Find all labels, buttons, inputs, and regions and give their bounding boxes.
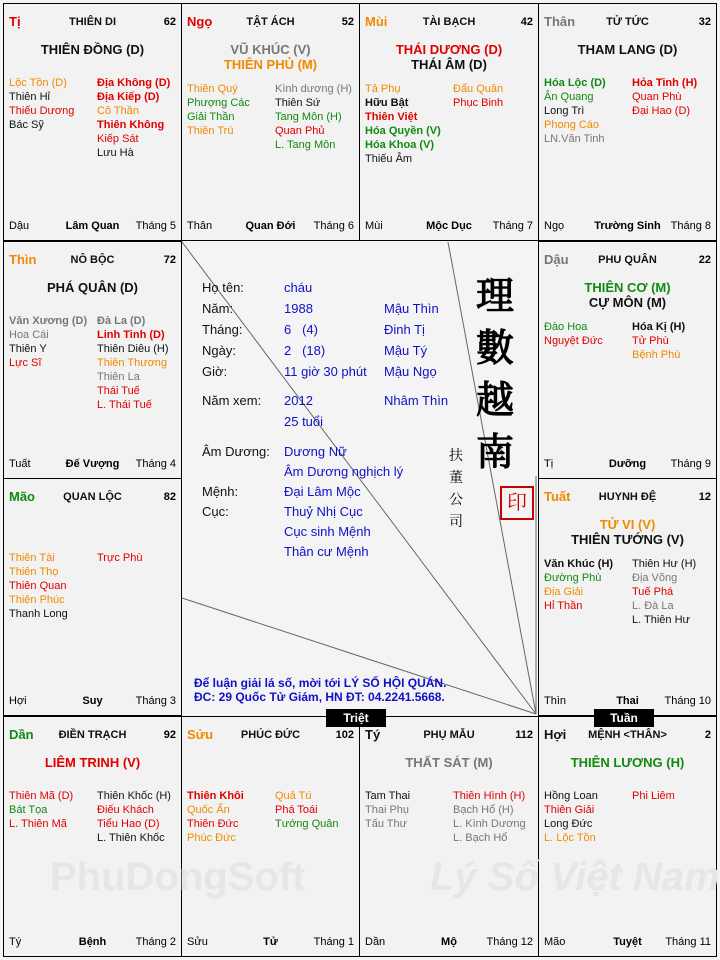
minor-star: Thiên Không bbox=[97, 119, 165, 131]
minor-star: Thiên Hình (H) bbox=[453, 790, 526, 802]
main-star: THAM LANG (D) bbox=[577, 42, 678, 57]
footer-note-line2: ĐC: 29 Quốc Tử Giám, HN ĐT: 04.2241.5668. bbox=[194, 690, 445, 704]
palace-branch: Hợi bbox=[544, 727, 567, 742]
minor-star: Thai Phụ bbox=[365, 804, 410, 816]
year-can: Mậu Thìn bbox=[384, 301, 439, 316]
amduong-label: Âm Dương: bbox=[202, 444, 270, 459]
minor-star: Long Đức bbox=[544, 818, 593, 830]
palace-name: MỆNH <THÂN> bbox=[588, 729, 667, 741]
palace-name: PHÚC ĐỨC bbox=[240, 729, 301, 741]
footer-branch: Hợi bbox=[9, 695, 27, 707]
month-can: Đinh Tị bbox=[384, 322, 425, 337]
minor-star: Thiên Quan bbox=[9, 580, 67, 592]
palace-branch: Tị bbox=[9, 14, 21, 29]
minor-star: Hữu Bật bbox=[365, 97, 409, 109]
small-char: 公 bbox=[449, 492, 463, 508]
main-star: CỰ MÔN (M) bbox=[588, 295, 667, 310]
minor-star: Thiên Quý bbox=[187, 83, 238, 95]
minor-star: Địa Không (D) bbox=[97, 77, 171, 89]
watermark-right: Lý Số Việt Nam bbox=[430, 855, 720, 899]
minor-star: Thiên Đức bbox=[187, 818, 239, 830]
minor-star: Bệnh Phù bbox=[632, 349, 681, 361]
main-star: THIÊN CƠ (M) bbox=[584, 280, 671, 295]
footer-branch: Mùi bbox=[365, 220, 383, 232]
day-value: 2 (18) bbox=[284, 343, 326, 358]
than-note: Thân cư Mệnh bbox=[284, 544, 369, 559]
minor-star: Quan Phù bbox=[632, 91, 682, 103]
minor-star: Bác Sỹ bbox=[9, 119, 44, 131]
palace-name: ĐIỀN TRẠCH bbox=[58, 729, 127, 741]
calligraphy-logo bbox=[470, 270, 520, 478]
red-seal-icon: 印 bbox=[500, 486, 534, 520]
minor-star: Tấu Thư bbox=[365, 818, 408, 830]
palace-cell bbox=[181, 3, 360, 241]
minor-star: Bát Tọa bbox=[9, 804, 48, 816]
tuan-badge: Tuần bbox=[594, 709, 654, 727]
palace-number: 52 bbox=[341, 16, 354, 28]
main-star: THIÊN PHỦ (M) bbox=[223, 57, 318, 72]
palace-number: 22 bbox=[698, 254, 711, 266]
palace-number: 62 bbox=[163, 16, 176, 28]
minor-star: Đào Hoa bbox=[544, 321, 588, 333]
palace-name: THIÊN DI bbox=[68, 16, 117, 28]
minor-star: Trực Phù bbox=[97, 552, 143, 564]
minor-star: L. Thiên Hư bbox=[632, 614, 690, 626]
calligraphy-char: 理 bbox=[475, 273, 514, 318]
hour-can: Mậu Ngọ bbox=[384, 364, 437, 379]
minor-star: Thanh Long bbox=[9, 608, 68, 620]
watermark-left: PhuDongSoft bbox=[50, 855, 306, 899]
minor-star: Đại Hao (D) bbox=[632, 105, 691, 117]
minor-star: Tả Phụ bbox=[365, 83, 401, 95]
day-can: Mậu Tý bbox=[384, 343, 428, 358]
palace-name: PHU QUÂN bbox=[598, 254, 657, 266]
footer-month: Tháng 9 bbox=[670, 458, 711, 470]
minor-star: Thiên Thương bbox=[97, 357, 168, 369]
minor-star: Đẩu Quân bbox=[453, 83, 504, 95]
view-year-can: Nhâm Thìn bbox=[384, 393, 449, 408]
minor-star: Kình dương (H) bbox=[275, 83, 352, 95]
minor-star: Tiểu Hao (D) bbox=[97, 818, 160, 830]
main-star: TỬ VI (V) bbox=[599, 517, 656, 532]
palace-number: 12 bbox=[698, 491, 711, 503]
footer-branch: Tị bbox=[544, 458, 554, 470]
palace-branch: Tý bbox=[365, 727, 381, 742]
minor-star: Ân Quang bbox=[544, 91, 594, 103]
minor-star: L. Thiên Khốc bbox=[97, 832, 165, 844]
minor-star: Giải Thần bbox=[187, 111, 235, 123]
minor-star: Thiên Sứ bbox=[275, 97, 321, 109]
footer-stage: Suy bbox=[82, 695, 103, 707]
minor-star: Quả Tú bbox=[275, 790, 312, 802]
main-star: THIÊN ĐỒNG (D) bbox=[40, 42, 145, 57]
footer-month: Tháng 12 bbox=[486, 936, 533, 948]
palace-branch: Mão bbox=[9, 489, 35, 504]
small-char: 董 bbox=[449, 470, 463, 486]
minor-star: Lộc Tồn (D) bbox=[9, 77, 67, 89]
minor-star: Tử Phù bbox=[632, 335, 669, 347]
month-value: 6 (4) bbox=[284, 322, 318, 337]
palace-branch: Tuất bbox=[544, 489, 571, 504]
footer-month: Tháng 5 bbox=[135, 220, 176, 232]
footer-stage: Dưỡng bbox=[608, 458, 647, 470]
palace-name: TỬ TỨC bbox=[606, 16, 649, 28]
palace-name: TÀI BẠCH bbox=[422, 16, 476, 28]
minor-star: Linh Tinh (D) bbox=[97, 329, 165, 341]
footer-stage: Lâm Quan bbox=[65, 220, 120, 232]
palace-number: 92 bbox=[163, 729, 176, 741]
minor-star: Quan Phủ bbox=[275, 125, 325, 137]
minor-star: Tang Môn (H) bbox=[275, 111, 342, 123]
minor-star: Tam Thai bbox=[365, 790, 411, 802]
main-star: PHÁ QUÂN (D) bbox=[47, 280, 138, 295]
footer-month: Tháng 1 bbox=[313, 936, 354, 948]
palace-number: 112 bbox=[515, 729, 533, 741]
minor-star: Long Trì bbox=[544, 105, 585, 117]
minor-star: Quốc Ấn bbox=[187, 804, 230, 816]
minor-star: Địa Kiếp (D) bbox=[97, 91, 160, 103]
footer-month: Tháng 10 bbox=[664, 695, 711, 707]
minor-star: Thiên Giải bbox=[544, 804, 595, 816]
footer-note bbox=[194, 676, 446, 704]
footer-stage: Bệnh bbox=[78, 936, 107, 948]
footer-branch: Dần bbox=[365, 936, 386, 948]
footer-branch: Tuất bbox=[9, 458, 31, 470]
main-star: LIÊM TRINH (V) bbox=[44, 755, 141, 770]
minor-star: L. Thái Tuế bbox=[97, 399, 152, 411]
calligraphy-char: 數 bbox=[475, 325, 514, 370]
minor-star: Tướng Quân bbox=[275, 818, 339, 830]
minor-star: Thiên Thọ bbox=[9, 566, 59, 578]
minor-star: Thiên Hư (H) bbox=[632, 558, 697, 570]
footer-note-line1: Để luận giải lá số, mời tới LÝ SỐ HỘI QUÁN. bbox=[194, 676, 447, 690]
minor-star: Thiên Diêu (H) bbox=[97, 343, 169, 355]
palace-cell bbox=[359, 716, 539, 957]
small-char: 司 bbox=[449, 514, 463, 530]
hour-label: Giờ: bbox=[202, 364, 228, 379]
palace-cell bbox=[3, 241, 182, 479]
palace-branch: Thân bbox=[544, 14, 576, 29]
palace-name: QUAN LỘC bbox=[63, 491, 122, 503]
footer-stage: Quan Đới bbox=[245, 220, 296, 232]
minor-star: Phượng Các bbox=[187, 97, 250, 109]
calligraphy-char: 越 bbox=[475, 377, 514, 422]
year-value: 1988 bbox=[284, 301, 313, 316]
palace-number: 42 bbox=[520, 16, 533, 28]
palace-branch: Thìn bbox=[9, 252, 37, 267]
palace-cell bbox=[3, 716, 182, 957]
minor-star: Thiên Y bbox=[9, 343, 47, 355]
footer-branch: Mão bbox=[544, 936, 566, 948]
minor-star: Thiên La bbox=[97, 371, 140, 383]
footer-stage: Trường Sinh bbox=[594, 220, 661, 232]
footer-stage: Tử bbox=[263, 936, 278, 948]
minor-star: Cô Thần bbox=[97, 105, 139, 117]
hour-value: 11 giờ 30 phút bbox=[284, 364, 367, 379]
palace-cell bbox=[3, 3, 182, 241]
minor-star: Văn Khúc (H) bbox=[544, 558, 614, 570]
minor-star: Hóa Quyền (V) bbox=[365, 125, 441, 137]
calligraphy-char: 南 bbox=[475, 429, 514, 474]
cuc-value: Thuỷ Nhị Cục bbox=[284, 504, 363, 519]
footer-branch: Ngọ bbox=[544, 220, 565, 232]
menh-value: Đại Lâm Mộc bbox=[284, 484, 361, 499]
view-year-label: Năm xem: bbox=[202, 393, 262, 408]
footer-month: Tháng 7 bbox=[492, 220, 533, 232]
amduong-note: Âm Dương nghịch lý bbox=[284, 464, 404, 479]
minor-star: Tuế Phá bbox=[632, 586, 674, 598]
minor-star: Địa Võng bbox=[632, 572, 678, 584]
palace-cell bbox=[538, 716, 717, 957]
footer-branch: Sửu bbox=[187, 936, 208, 948]
footer-stage: Đế Vượng bbox=[65, 458, 120, 470]
main-star: VŨ KHÚC (V) bbox=[230, 42, 311, 57]
minor-star: L. Đà La bbox=[632, 600, 674, 612]
palace-number: 102 bbox=[335, 729, 354, 741]
footer-month: Tháng 8 bbox=[670, 220, 711, 232]
minor-star: Phi Liêm bbox=[632, 790, 675, 802]
minor-star: L. Bạch Hổ bbox=[453, 832, 508, 844]
main-star: THIÊN TƯỚNG (V) bbox=[571, 532, 684, 547]
main-star: THIÊN LƯƠNG (H) bbox=[570, 755, 685, 770]
minor-star: Thiếu Dương bbox=[9, 105, 75, 117]
footer-branch: Thân bbox=[187, 220, 213, 232]
triet-badge: Triệt bbox=[326, 709, 386, 727]
palace-branch: Mùi bbox=[365, 14, 388, 29]
minor-star: Thiên Tài bbox=[9, 552, 55, 564]
palace-name: TẬT ÁCH bbox=[246, 16, 295, 28]
palace-cell bbox=[3, 478, 182, 716]
palace-number: 32 bbox=[698, 16, 711, 28]
minor-star: Hỏa Tinh (H) bbox=[632, 77, 698, 89]
minor-star: Lực Sĩ bbox=[9, 357, 42, 369]
palace-cell bbox=[181, 716, 360, 957]
month-label: Tháng: bbox=[202, 322, 243, 337]
minor-star: Hỉ Thần bbox=[544, 600, 583, 612]
name-label: Họ tên: bbox=[202, 280, 244, 295]
view-year-value: 2012 bbox=[284, 393, 313, 408]
main-star: THẤT SÁT (M) bbox=[405, 755, 493, 770]
minor-star: Thiên Khốc (H) bbox=[97, 790, 171, 802]
footer-stage: Tuyệt bbox=[613, 936, 642, 948]
minor-star: L. Thiên Mã bbox=[9, 818, 67, 830]
menh-label: Mệnh: bbox=[202, 484, 239, 499]
cuc-note: Cục sinh Mệnh bbox=[284, 524, 371, 539]
footer-month: Tháng 3 bbox=[135, 695, 176, 707]
minor-star: Thiếu Âm bbox=[365, 153, 413, 165]
footer-month: Tháng 11 bbox=[665, 936, 711, 948]
footer-branch: Dậu bbox=[9, 220, 30, 232]
minor-star: Thiên Hỉ bbox=[9, 91, 50, 103]
minor-star: Phá Toái bbox=[275, 804, 318, 816]
minor-star: Phong Cáo bbox=[544, 119, 600, 131]
footer-branch: Thìn bbox=[544, 695, 567, 707]
minor-star: Hóa Kị (H) bbox=[632, 321, 686, 333]
main-star: THÁI DƯƠNG (D) bbox=[395, 42, 503, 57]
small-char: 扶 bbox=[449, 448, 463, 464]
palace-branch: Dần bbox=[9, 727, 34, 742]
minor-star: LN.Văn Tinh bbox=[544, 133, 605, 145]
minor-star: Kiếp Sát bbox=[97, 133, 139, 145]
footer-month: Tháng 2 bbox=[135, 936, 176, 948]
palace-cell bbox=[359, 3, 539, 241]
minor-star: Hồng Loan bbox=[544, 790, 598, 802]
center-panel bbox=[180, 240, 538, 716]
palace-cell bbox=[538, 241, 717, 479]
minor-star: Điếu Khách bbox=[97, 804, 154, 816]
calligraphy-small bbox=[448, 445, 464, 533]
minor-star: Hoa Cái bbox=[9, 329, 49, 341]
palace-number: 72 bbox=[163, 254, 176, 266]
footer-month: Tháng 6 bbox=[313, 220, 354, 232]
footer-month: Tháng 4 bbox=[135, 458, 176, 470]
minor-star: Hóa Khoa (V) bbox=[365, 139, 435, 151]
footer-stage: Mộ bbox=[441, 936, 457, 948]
minor-star: L. Tang Môn bbox=[275, 139, 336, 151]
minor-star: Thiên Mã (D) bbox=[9, 790, 74, 802]
palace-branch: Sửu bbox=[187, 727, 214, 742]
age-value: 25 tuổi bbox=[284, 414, 324, 429]
minor-star: Phúc Đức bbox=[187, 832, 236, 844]
palace-cell bbox=[538, 478, 717, 716]
minor-star: Đà La (D) bbox=[97, 315, 146, 327]
name-value: cháu bbox=[284, 280, 313, 295]
minor-star: Đường Phù bbox=[544, 572, 602, 584]
minor-star: Địa Giải bbox=[544, 586, 584, 598]
minor-star: Bạch Hổ (H) bbox=[453, 804, 514, 816]
minor-star: Thiên Việt bbox=[365, 111, 418, 123]
main-star: THÁI ÂM (D) bbox=[411, 57, 487, 72]
minor-star: Thái Tuế bbox=[97, 385, 140, 397]
minor-star: L. Lộc Tồn bbox=[544, 832, 596, 844]
minor-star: L. Kình Dương bbox=[453, 818, 526, 830]
amduong-value: Dương Nữ bbox=[284, 444, 347, 459]
minor-star: Văn Xương (D) bbox=[9, 315, 88, 327]
palace-branch: Ngọ bbox=[187, 14, 213, 29]
palace-number: 2 bbox=[704, 729, 711, 741]
footer-stage: Mộc Dục bbox=[426, 220, 472, 232]
footer-branch: Tý bbox=[9, 936, 22, 948]
minor-star: Lưu Hà bbox=[97, 147, 134, 159]
palace-branch: Dậu bbox=[544, 252, 569, 267]
day-label: Ngày: bbox=[202, 343, 236, 358]
year-label: Năm: bbox=[202, 301, 234, 316]
minor-star: Nguyệt Đức bbox=[544, 335, 603, 347]
minor-star: Hóa Lộc (D) bbox=[544, 77, 606, 89]
palace-name: PHỤ MẪU bbox=[423, 729, 475, 741]
cuc-label: Cục: bbox=[202, 504, 229, 519]
palace-number: 82 bbox=[163, 491, 176, 503]
minor-star: Thiên Khôi bbox=[187, 790, 244, 802]
minor-star: Thiên Phúc bbox=[9, 594, 65, 606]
footer-stage: Thai bbox=[616, 695, 639, 707]
minor-star: Phục Binh bbox=[453, 97, 504, 109]
palace-cell bbox=[538, 3, 717, 241]
minor-star: Thiên Trù bbox=[187, 125, 234, 137]
palace-name: NÔ BỘC bbox=[70, 254, 115, 266]
palace-name: HUYNH ĐỆ bbox=[598, 491, 657, 503]
